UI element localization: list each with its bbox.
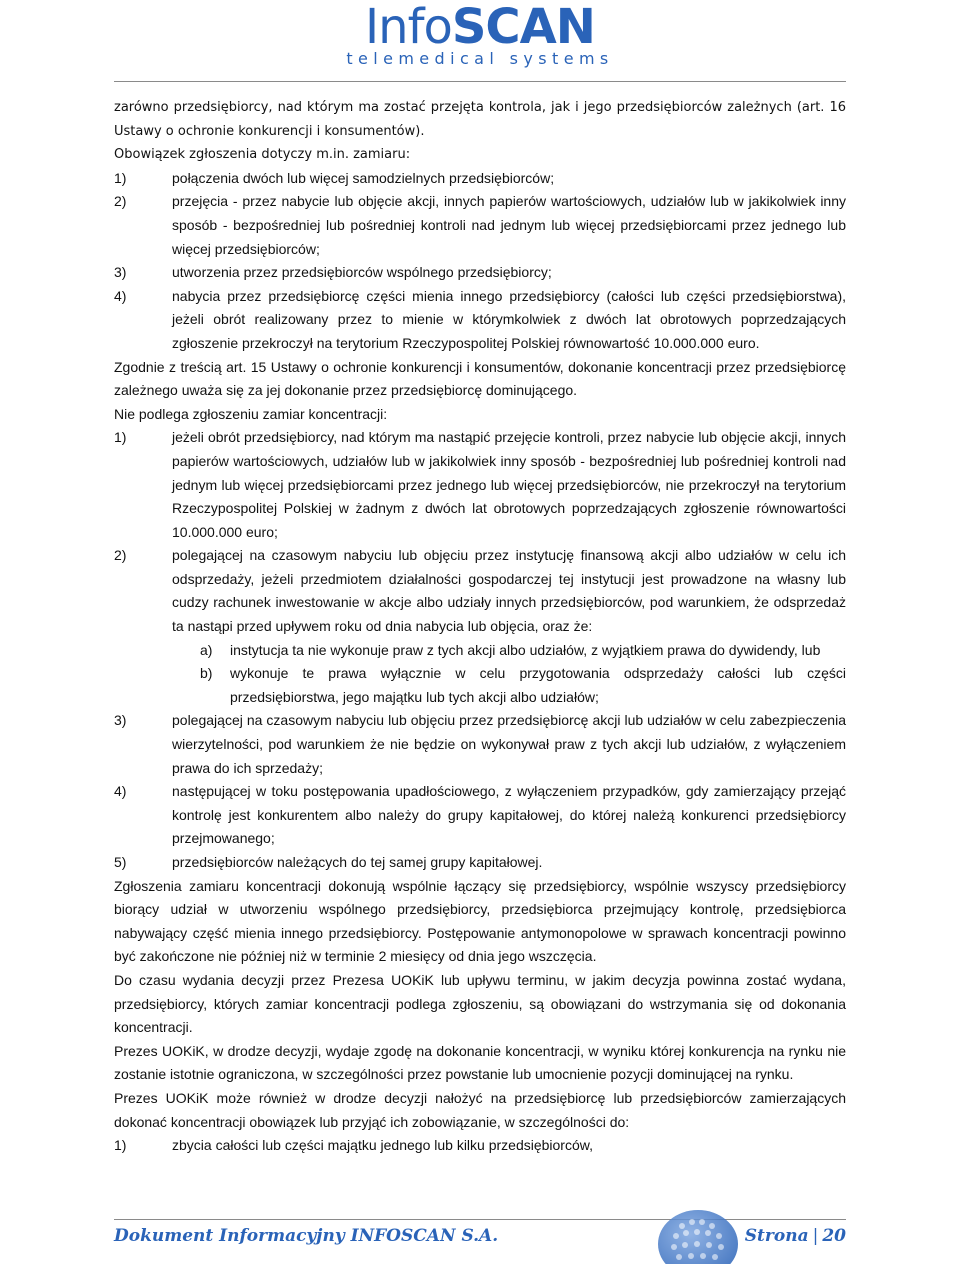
sublist-letter: b) [200,665,213,682]
list-text: nabycia przez przedsiębiorcę części mienia innego przedsiębiorcy (całości lub części przedsiębiorstwa), jeżeli obrót realizowany przez to mienie w którymkolwiek z dwóch lat obrotowych poprzedzających zgłoszenie przekroczył na terytorium Rzeczypospolitej Polskiej równowartość 10.000.000 euro. [172,287,846,351]
list-item [114,544,846,638]
list-number: 3) [114,264,127,281]
until-decision-paragraph: Do czasu wydania decyzji przez Prezesa UOKiK lub upływu terminu, w jakim decyzja powinna zostać wydana, przedsiębiorcy, których zamiar koncentracji podlega zgłoszeniu, są obowiązani do wstrzymania się od dokonania koncentracji. [114,971,846,1036]
document-body [114,96,846,1158]
list-item [114,190,846,261]
list-item [114,285,846,356]
list-text: jeżeli obrót przedsiębiorcy, nad którym ma nastąpić przejęcie kontroli, przez nabycie lub objęcie akcji, innych papierów wartościowych, udziałów lub w jakikolwiek inny sposób - bezpośredniej lub pośredniej kontroli nad jednym lub więcej przedsiębiorcami przez jednego lub więcej przedsiębiorców, nie przekroczył na terytorium Rzeczypospolitej Polskiej w żadnym z dwóch lat obrotowych poprzedzających zgłoszenie równowartości 10.000.000 euro; [172,429,846,540]
list-number: 3) [114,712,127,729]
list-item [114,780,846,851]
page-label: Strona [744,1226,809,1246]
list-item [114,851,846,875]
list-text: połączenia dwóch lub więcej samodzielnych przedsiębiorców; [172,169,555,186]
list-item [114,709,846,780]
sublist-text: wykonuje te prawa wyłącznie w celu przygotowania odsprzedaży całości lub części przedsiębiorstwa, jego majątku lub tych akcji albo udziałów; [230,665,846,705]
intro-paragraph: zarówno przedsiębiorcy, nad którym ma zostać przejęta kontrola, jak i jego przedsiębiorców zależnych (art. 16 Ustawy o ochronie konkurencji i konsumentów). [114,100,846,139]
list-text: przejęcia - przez nabycie lub objęcie akcji, innych papierów wartościowych, udziałów lub w jakikolwiek inny sposób - bezpośredniej lub pośredniej kontroli nad jednym lub więcej przedsiębiorcami przez jednego lub więcej przedsiębiorców; [172,193,846,257]
logo-info-text: Info [365,0,452,55]
list-number: 1) [114,429,127,446]
not-subject-heading: Nie podlega zgłoszeniu zamiar koncentracji: [114,405,388,422]
company-logo [0,2,960,68]
footer-page-info [745,1226,846,1246]
list-number: 2) [114,547,127,564]
list-text: polegającej na czasowym nabyciu lub objęciu przez instytucję finansową akcji albo udziałów w celu ich odsprzedaży, jeżeli przedmiotem działalności gospodarczej tej instytucji jest prowadzone na własny lub cudzy rachunek inwestowanie w akcje albo udziały innych przedsiębiorców, pod warunkiem, że odsprzedaż ta nastąpi przed upływem roku od dnia nabycia lub objęcia, oraz że: [172,547,846,635]
list-text: przedsiębiorców należących do tej samej grupy kapitałowej. [172,854,543,870]
list-item [114,261,846,285]
consent-paragraph: Prezes UOKiK, w drodze decyzji, wydaje zgodę na dokonanie koncentracji, w wyniku której konkurencja na rynku nie zostanie istotnie ograniczona, w szczególności przez powstanie lub umocnienie pozycji dominującej na rynku. [114,1042,846,1083]
list-number: 2) [114,193,127,210]
footer-document-title: Dokument Informacyjny INFOSCAN S.A. [114,1226,499,1246]
page-separator: | [812,1226,819,1246]
list-number: 4) [114,783,127,800]
list-item [114,167,846,191]
list-text: polegającej na czasowym nabyciu lub objęciu przez przedsiębiorcę akcji lub udziałów w celu zabezpieczenia wierzytelności, pod warunkiem że nie będzie on wykonywał praw z tych akcji lub udziałów, z wyłączeniem prawa do ich sprzedaży; [172,712,846,776]
obligation-decision-paragraph: Prezes UOKiK może również w drodze decyzji nałożyć na przedsiębiorcę lub przedsiębiorców zamierzających dokonać koncentracji obowiązek lub przyjąć ich zobowiązanie, w szczególności do: [114,1089,846,1130]
list-item [114,1134,846,1158]
sublist-letter: a) [200,641,213,658]
list-number: 1) [114,169,127,186]
list-text: utworzenia przez przedsiębiorców wspólnego przedsiębiorcy; [172,264,552,281]
obligation-heading: Obowiązek zgłoszenia dotyczy m.in. zamiaru: [114,147,411,163]
list-item [114,426,846,544]
list-text: zbycia całości lub części majątku jednego lub kilku przedsiębiorców, [172,1137,593,1154]
logo-wordmark [0,0,960,55]
page-number: 20 [822,1226,846,1246]
list-number: 5) [114,854,127,870]
logo-scan-text: SCAN [451,0,595,55]
list-number: 4) [114,287,127,304]
logo-tagline: telemedical systems [346,49,614,68]
joint-notification-paragraph: Zgłoszenia zamiaru koncentracji dokonują wspólnie łączący się przedsiębiorcy, wspólnie wszyscy przedsiębiorcy biorący udział w utworzeniu wspólnego przedsiębiorcy, przedsiębiorca przejmujący kontrolę, przedsiębiorca nabywający część mienia innego przedsiębiorcy. Postępowanie antymonopolowe w sprawach koncentracji powinno być zakończone nie później niż w terminie 2 miesięcy od dnia jego wszczęcia. [114,877,846,965]
globe-icon [652,1200,744,1264]
header-divider [114,81,846,82]
list-text: następującej w toku postępowania upadłościowego, z wyłączeniem przypadków, gdy zamierzający przejąć kontrolę jest konkurentem albo należy do grupy kapitałowej, do której należą konkurenci przedsiębiorcy przejmowanego; [172,783,846,847]
sublist-text: instytucja ta nie wykonuje praw z tych akcji albo udziałów, z wyjątkiem prawa do dywidendy, lub [230,641,821,658]
art15-paragraph: Zgodnie z treścią art. 15 Ustawy o ochronie konkurencji i konsumentów, dokonanie koncentracji przez przedsiębiorcę zależnego uważa się za jej dokonanie przez przedsiębiorcę dominującego. [114,358,846,399]
list-number: 1) [114,1137,127,1154]
sublist-item [114,639,846,663]
sublist-item [114,662,846,709]
